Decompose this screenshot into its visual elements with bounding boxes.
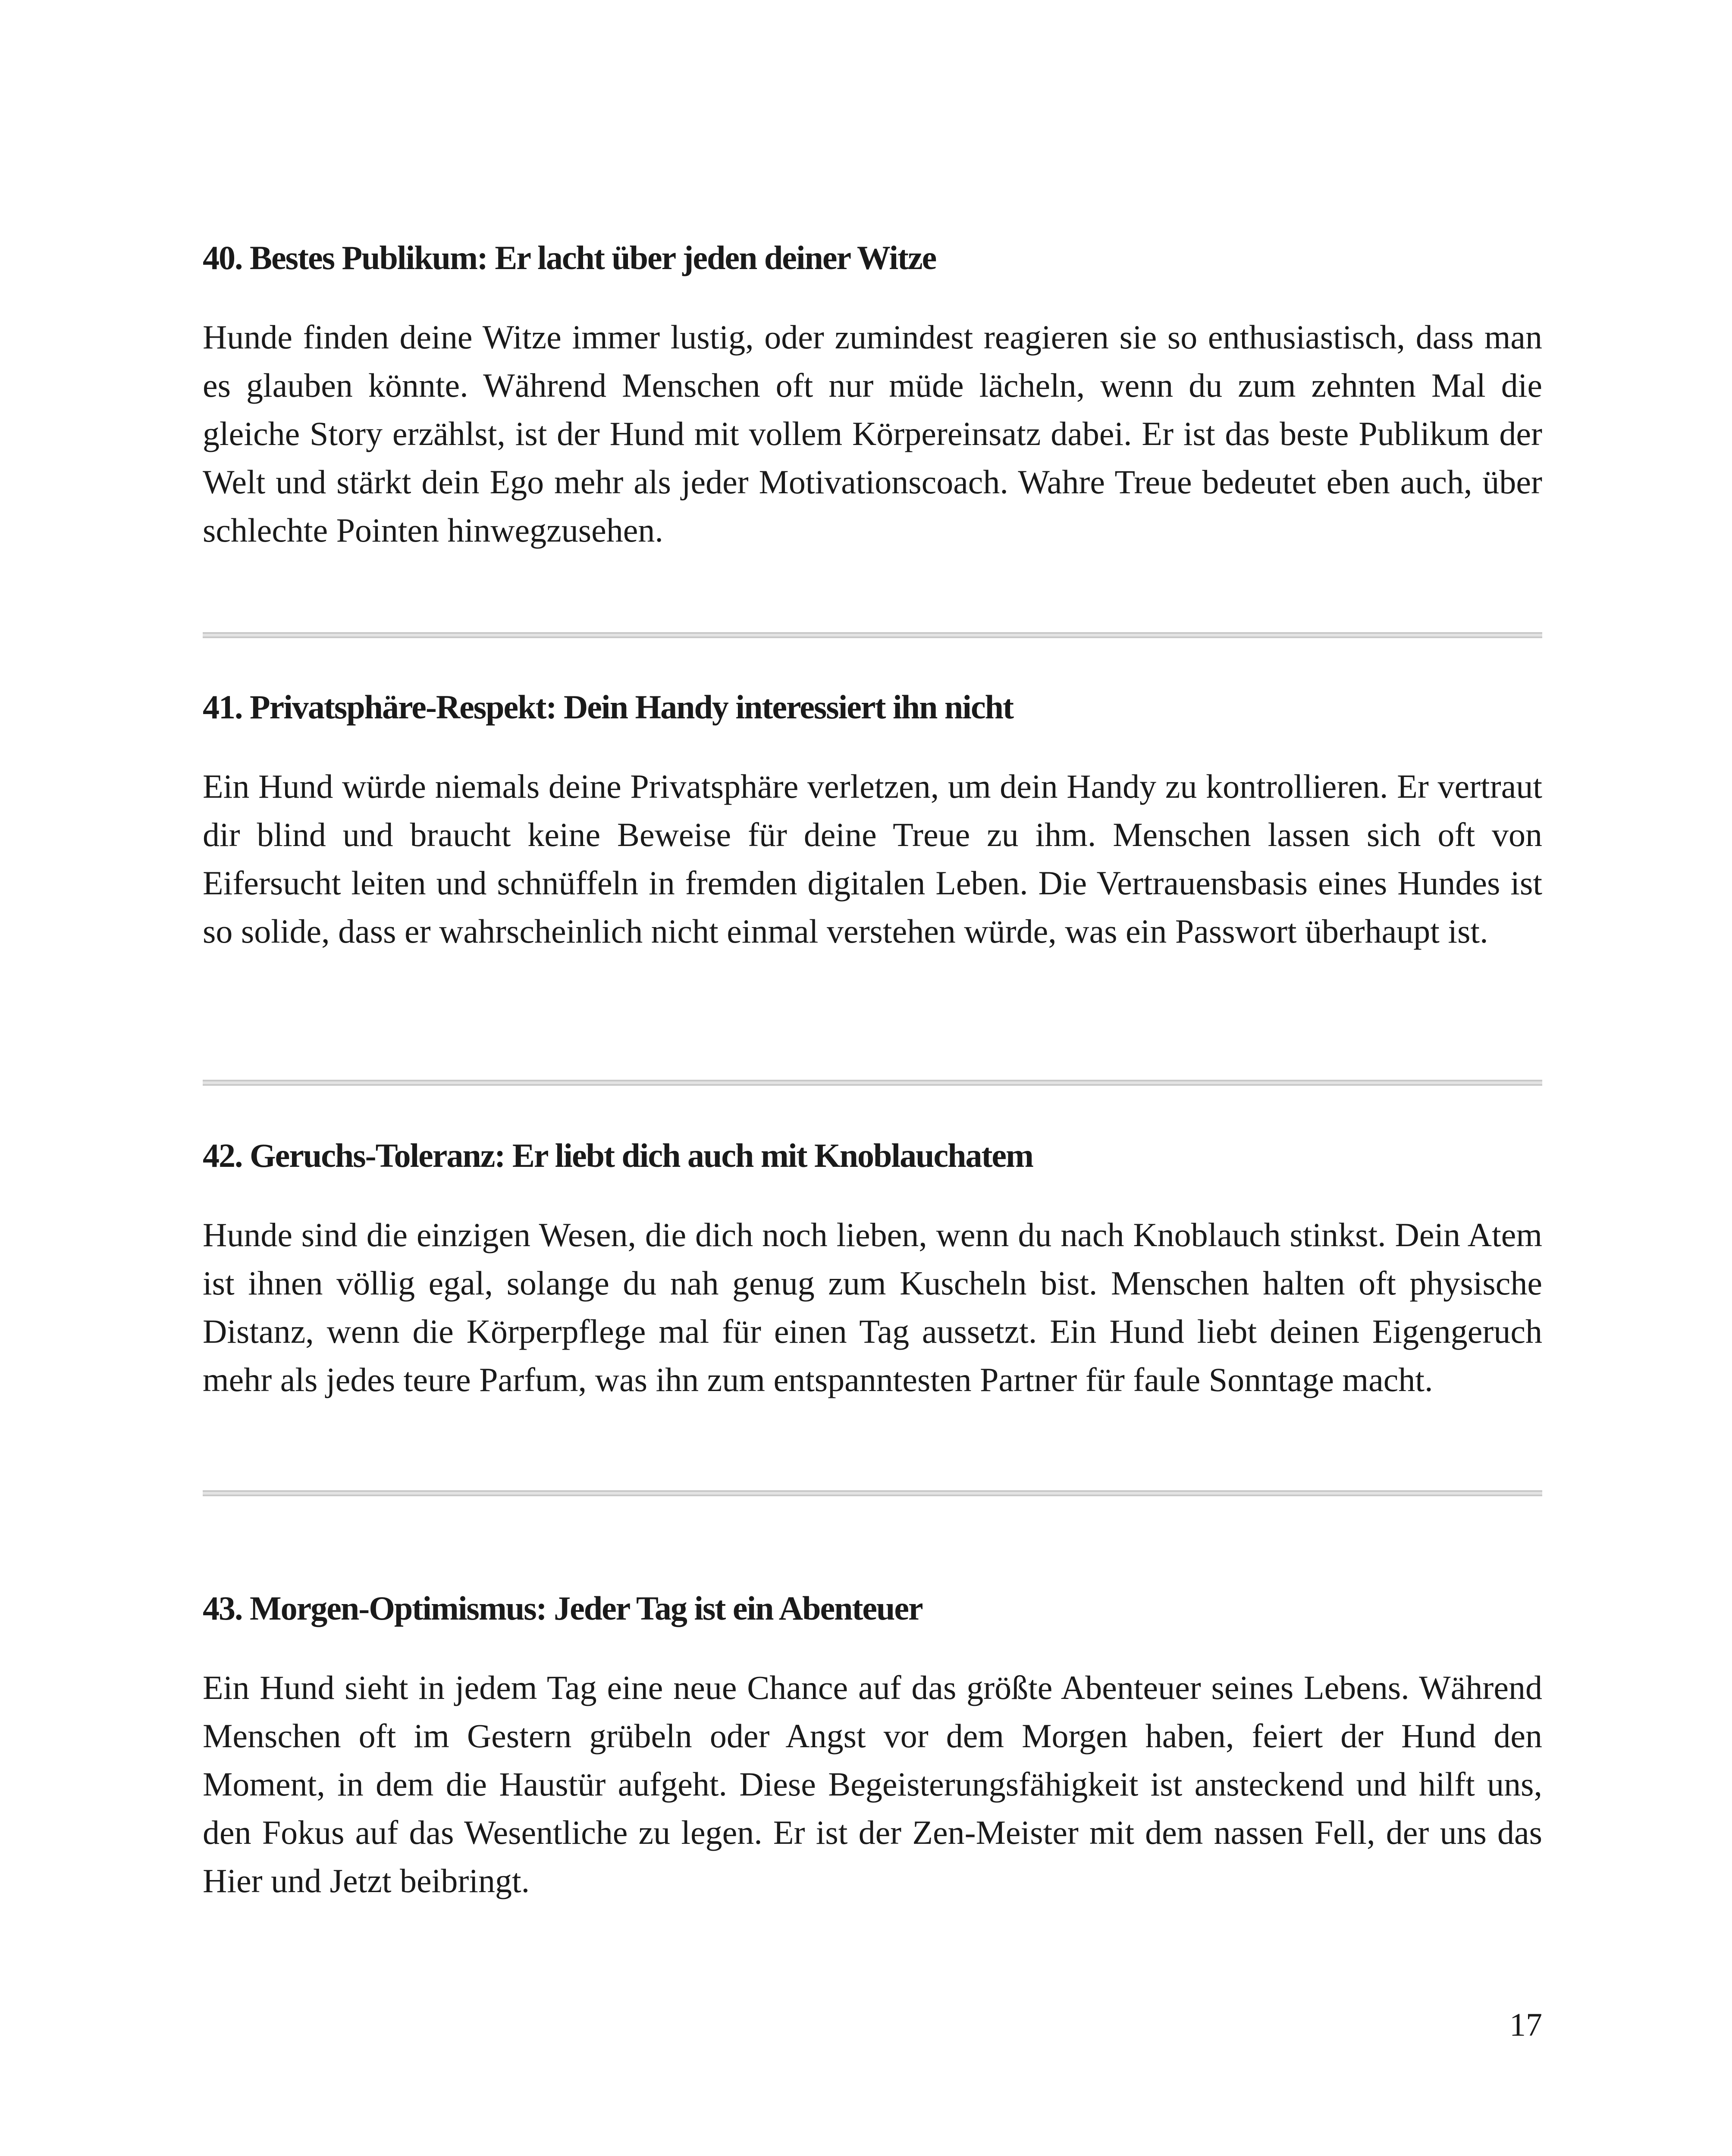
section-body: Hunde finden deine Witze immer lustig, oder zumindest reagieren sie so enthusiastisch, dass man es glauben könnte. Während Menschen oft nur müde lächeln, wenn du zum zehnten Mal die gleiche Story erzählst, ist der Hund mit vollem Körpereinsatz dabei. Er ist das beste Publikum der Welt und stärkt dein Ego mehr als jeder Motivationscoach. Wahre Treue bedeutet eben auch, über schlechte Pointen hinwegzusehen. [203, 318, 1542, 549]
section-41 [203, 686, 1542, 956]
section-43 [203, 1587, 1542, 1905]
section-divider [203, 1490, 1542, 1496]
section-heading: 42. Geruchs-Toleranz: Er liebt dich auch mit Knoblauchatem [203, 1137, 1033, 1174]
section-42 [203, 1134, 1542, 1404]
section-40 [203, 236, 1542, 555]
section-body: Hunde sind die einzigen Wesen, die dich noch lieben, wenn du nach Knoblauch stinkst. Dein Atem ist ihnen völlig egal, solange du nah genug zum Kuscheln bist. Menschen halten oft physische Distanz, wenn die Körperpflege mal für einen Tag aussetzt. Ein Hund liebt deinen Eigengeruch mehr als jedes teure Parfum, was ihn zum entspanntesten Partner für faule Sonntage macht. [203, 1216, 1542, 1398]
section-heading: 43. Morgen-Optimismus: Jeder Tag ist ein Abenteuer [203, 1589, 922, 1627]
page-number: 17 [1509, 2007, 1542, 2043]
section-heading: 41. Privatsphäre-Respekt: Dein Handy interessiert ihn nicht [203, 688, 1013, 726]
section-heading: 40. Bestes Publikum: Er lacht über jeden deiner Witze [203, 239, 936, 276]
section-body: Ein Hund sieht in jedem Tag eine neue Chance auf das größte Abenteuer seines Lebens. Während Menschen oft im Gestern grübeln oder Angst vor dem Morgen haben, feiert der Hund den Moment, in dem die Haustür aufgeht. Diese Begeisterungsfähigkeit ist ansteckend und hilft uns, den Fokus auf das Wesentliche zu legen. Er ist der Zen-Meister mit dem nassen Fell, der uns das Hier und Jetzt beibringt. [203, 1669, 1542, 1899]
section-divider [203, 632, 1542, 638]
section-divider [203, 1080, 1542, 1086]
section-body: Ein Hund würde niemals deine Privatsphäre verletzen, um dein Handy zu kontrollieren. Er vertraut dir blind und braucht keine Beweise für deine Treue zu ihm. Menschen lassen sich oft von Eifersucht leiten und schnüffeln in fremden digitalen Leben. Die Vertrauensbasis eines Hundes ist so solide, dass er wahrscheinlich nicht einmal verstehen würde, was ein Passwort überhaupt ist. [203, 768, 1542, 950]
